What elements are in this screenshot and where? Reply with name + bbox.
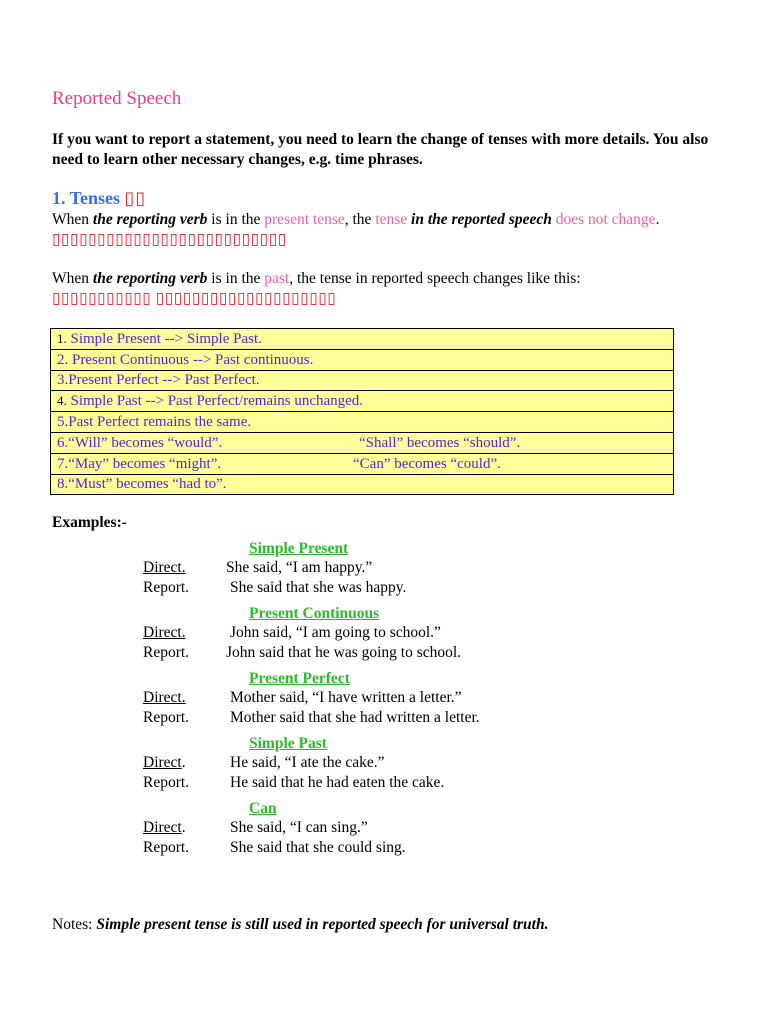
text: When xyxy=(52,270,93,287)
table-cell xyxy=(51,412,674,433)
direct-text: Mother said, “I have written a letter.” xyxy=(230,689,462,706)
direct-text: He said, “I ate the cake.” xyxy=(230,754,385,771)
reporting-verb-text: the reporting verb xyxy=(92,211,208,228)
label-dot: . xyxy=(181,819,186,836)
direct-label: Direct. xyxy=(143,559,186,576)
does-not-change-highlight: does not change xyxy=(555,211,656,228)
rule-text: 3.Present Perfect --> Past Perfect. xyxy=(57,372,260,389)
report-text: He said that he had eaten the cake. xyxy=(230,774,445,791)
rule-text-right: “Can” becomes “could”. xyxy=(353,455,501,472)
past-highlight: past xyxy=(264,270,290,287)
report-label: Report. xyxy=(143,579,190,596)
missing-glyphs: ▯▯▯▯▯▯▯▯▯▯▯ ▯▯▯▯▯▯▯▯▯▯▯▯▯▯▯▯▯▯▯▯ xyxy=(52,290,337,307)
tense-highlight: tense xyxy=(375,211,408,228)
table-cell xyxy=(51,370,674,391)
rule-text: Simple Past --> Past Perfect/remains unchanged. xyxy=(66,393,364,410)
paragraph-present-tense xyxy=(52,210,732,250)
table-row xyxy=(51,329,674,350)
report-label: Report. xyxy=(143,839,190,856)
table-cell xyxy=(51,349,674,370)
missing-glyph-icon: ▯▯ xyxy=(124,188,147,208)
direct-label: Direct. xyxy=(143,624,186,641)
text: When xyxy=(52,211,93,228)
present-tense-highlight: present tense xyxy=(264,211,345,228)
table-row xyxy=(51,432,674,453)
direct-text: John said, “I am going to school.” xyxy=(230,624,441,641)
tense-change-table xyxy=(50,328,674,495)
missing-glyphs: ▯▯▯▯▯▯▯▯▯▯▯▯▯▯▯▯▯▯▯▯▯▯▯▯▯▯ xyxy=(52,231,287,248)
text: . xyxy=(655,211,660,228)
row-number: 1. xyxy=(57,330,67,346)
rule-text: 7.“May” becomes “might”. xyxy=(57,455,222,472)
rule-text-right: “Shall” becomes “should”. xyxy=(359,434,521,451)
report-label: Report. xyxy=(143,644,190,661)
table-row xyxy=(51,349,674,370)
notes-text: Simple present tense is still used in reported speech for universal truth. xyxy=(96,916,549,933)
rule-text: 8.“Must” becomes “had to”. xyxy=(57,476,227,493)
table-row xyxy=(51,391,674,412)
report-text: She said that she was happy. xyxy=(230,579,407,596)
section-heading-text: 1. Tenses xyxy=(52,188,121,208)
text: is in the xyxy=(207,211,265,228)
reported-speech-text: in the reported speech xyxy=(407,211,552,228)
report-label: Report. xyxy=(143,709,190,726)
table-row xyxy=(51,370,674,391)
example-heading: Can xyxy=(249,800,277,817)
direct-text: She said, “I am happy.” xyxy=(226,559,373,576)
report-text: Mother said that she had written a letter. xyxy=(230,709,480,726)
direct-label: Direct. xyxy=(143,754,186,771)
rule-text: Simple Present --> Simple Past. xyxy=(66,330,262,347)
report-text: John said that he was going to school. xyxy=(226,644,462,661)
rule-text: 5.Past Perfect remains the same. xyxy=(57,414,252,431)
example-heading: Simple Present xyxy=(249,540,349,557)
direct-label: Direct. xyxy=(143,819,186,836)
table-row xyxy=(51,474,674,495)
table-cell xyxy=(51,329,674,350)
paragraph-past-tense xyxy=(52,269,732,309)
text: , the xyxy=(344,211,376,228)
table-row xyxy=(51,412,674,433)
intro-paragraph: If you want to report a statement, you need to learn the change of tenses with more details. You also need to learn other necessary changes, e.g. time phrases. xyxy=(52,131,709,168)
notes-label: Notes: xyxy=(52,916,97,933)
rule-text: 2. Present Continuous --> Past continuous. xyxy=(57,351,314,368)
example-heading: Present Perfect xyxy=(249,670,350,687)
direct-text: She said, “I can sing.” xyxy=(230,819,368,836)
table-cell xyxy=(51,474,674,495)
text: is in the xyxy=(207,270,265,287)
table-cell xyxy=(51,432,674,453)
reporting-verb-text: the reporting verb xyxy=(92,270,208,287)
report-label: Report. xyxy=(143,774,190,791)
table-cell xyxy=(51,453,674,474)
notes-paragraph xyxy=(52,916,548,934)
page-title: Reported Speech xyxy=(52,88,182,109)
label-dot: . xyxy=(181,754,186,771)
example-heading: Simple Past xyxy=(249,735,327,752)
direct-label: Direct. xyxy=(143,689,186,706)
table-row xyxy=(51,453,674,474)
example-heading: Present Continuous xyxy=(249,605,380,622)
text: , the tense in reported speech changes like this: xyxy=(289,270,581,287)
examples-label: Examples:- xyxy=(52,514,127,531)
rule-text: 6.“Will” becomes “would”. xyxy=(57,434,223,451)
report-text: She said that she could sing. xyxy=(230,839,406,856)
table-cell xyxy=(51,391,674,412)
section-heading-tenses xyxy=(52,188,146,209)
row-number: 4. xyxy=(57,393,67,409)
